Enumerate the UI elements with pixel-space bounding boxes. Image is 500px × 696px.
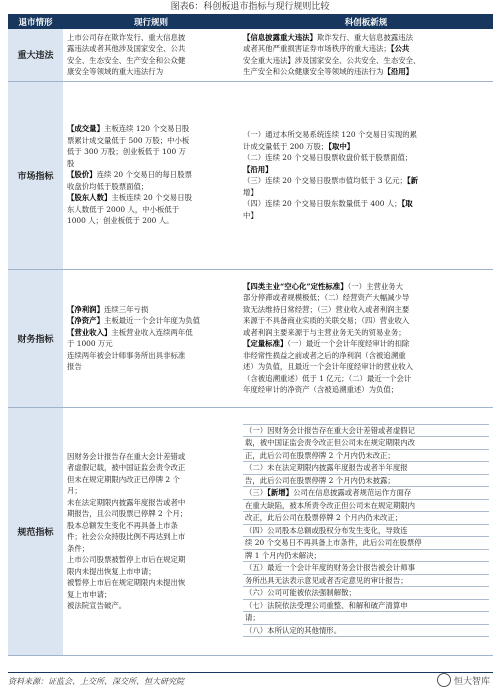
current-rule-line: 票累计成交量低于 500 万股；中小板 <box>67 135 190 145</box>
new-rule-line: 年度经审计的净资产（含被追溯重述）为负值； <box>243 385 399 394</box>
wechat-icon <box>437 673 451 687</box>
new-rule-cell <box>239 81 493 269</box>
new-rule-line: 请； <box>243 611 489 625</box>
row-category: 重大违法 <box>8 29 63 81</box>
current-rule-line: 连续两年被会计师事务所出具非标准 <box>67 350 186 360</box>
new-rule-line: 改正，此后公司在股票停牌 2 个月内仍未改正； <box>243 511 489 525</box>
current-rule-cell <box>63 269 239 407</box>
comparison-table <box>8 15 493 656</box>
table-row <box>8 269 493 407</box>
row-category: 财务指标 <box>8 269 63 407</box>
new-rule-line: （含被追溯重述）低于 1 亿元；（二）最近一个会计 <box>243 373 412 383</box>
current-rule-line: 上市公司存在欺诈发行、重大信息披 <box>67 32 186 42</box>
new-rule-line: （一）通过本所交易系统连续 120 个交易日实现的累 <box>243 130 418 139</box>
current-rule-line: 被暂停上市后在规定期限内未提出恢 <box>67 578 186 587</box>
new-rule-line: 增】 <box>243 187 258 197</box>
new-rule-line: 安全重大违法】涉及国家安全、公共安全、生态安全、 <box>243 55 421 65</box>
current-rule-line: 收盘价均低于股票面值； <box>67 181 149 191</box>
current-rule-line: 露违法或者其他涉及国家安全、公共 <box>67 44 186 54</box>
new-rule-line: 中】 <box>243 210 258 220</box>
current-rule-line: 低于 300 万股；创业板低于 100 万 <box>67 147 186 157</box>
current-rule-line: 股 <box>67 158 75 168</box>
new-rule-line: 述）为负值，且最近一个会计年度经审计的营业收入 <box>243 362 413 371</box>
header-current-rules: 现行规则 <box>63 15 239 29</box>
new-rule-line: 续 20 个交易日不再具备上市条件，此后公司在股票停 <box>243 536 489 550</box>
current-rule-line: 康安全等领域的重大违法行为 <box>67 67 164 77</box>
current-rule-line: 复上市申请； <box>67 589 112 599</box>
new-rule-line: 或者利润主要来源于与主营业务无关的贸易业务； <box>243 327 406 337</box>
new-rule-line: 载，被中国证监会责令改正但公司未在规定期限内改 <box>243 436 489 450</box>
new-rule-line: （一）因财务会计报告存在重大会计差错或者虚假记 <box>243 424 489 438</box>
current-rule-line: 因财务会计报告存在重大会计差错或 <box>67 451 186 461</box>
current-rule-line: 者虚假记载，被中国证监会责令改正 <box>67 463 186 472</box>
new-rule-line: （四）公司股本总额或股权分布发生变化，导致连 <box>243 524 489 538</box>
current-rule-line: 安全、生态安全、生产安全和公众健 <box>67 55 186 65</box>
new-rule-line: （六）公司可能被依法强制解散； <box>243 586 489 600</box>
new-rule-cell <box>239 29 493 81</box>
row-category: 市场指标 <box>8 81 63 269</box>
new-rule-line: 告，此后公司在股票停牌 2 个月内仍未披露； <box>243 474 489 488</box>
current-rule-line: 于 1000 万元 <box>67 339 113 348</box>
current-rule-line: 股本总额发生变化不再具备上市条 <box>67 520 178 530</box>
new-rule-line: 来源于不具备商业实质的关联交易；（四）营业收入 <box>243 316 410 325</box>
row-category: 规范指标 <box>8 407 63 655</box>
current-rule-line: 条件； <box>67 543 90 553</box>
current-rule-line: 但未在规定期限内改正已停牌 2 个 <box>67 474 180 484</box>
current-rule-line: 【股价】连续 20 个交易日的每日股票 <box>67 170 192 180</box>
new-rule-line: （三）连续 20 个交易日股票市值均低于 3 亿元；【新 <box>243 176 419 185</box>
new-rule-line: （二）未在法定期限内披露年度报告或者半年度报 <box>243 461 489 475</box>
header-new-rules: 科创板新规 <box>239 15 493 29</box>
new-rule-line: 部分停滞或者规模极低；（二）经营资产大幅减少导 <box>243 293 410 302</box>
new-rule-line: 生产安全和公众健康安全等领域的违法行为【沿用】 <box>243 67 414 77</box>
current-rule-line: 上市公司股票被暂停上市后在规定期 <box>67 555 186 564</box>
current-rule-line: 【营业收入】主板营业收入连续两年低 <box>67 327 193 337</box>
bottom-divider <box>8 672 493 673</box>
new-rule-cell <box>239 407 493 655</box>
current-rule-line: 月； <box>67 486 82 495</box>
new-rule-line: 务所出具无法表示意见或者否定意见的审计报告； <box>243 574 489 588</box>
watermark-logo <box>437 673 490 687</box>
new-rule-line: 牌 1 个月内仍未解决； <box>243 549 489 563</box>
new-rule-line: 【四类主业“空心化”定性标准】（一）主营业务大 <box>243 281 404 291</box>
new-rule-line: （四）连续 20 个交易日股东数量低于 400 人；【取 <box>243 199 413 208</box>
new-rule-line: 计成交量低于 200 万股；【取中】 <box>243 141 355 151</box>
current-rule-line: 东人数低于 2000 人，中小板低于 <box>67 204 180 214</box>
new-rule-line: 【沿用】 <box>243 164 273 174</box>
current-rule-line: 被法院宣告破产。 <box>67 601 127 610</box>
header-category: 退市情形 <box>8 15 63 29</box>
current-rule-cell <box>63 81 239 269</box>
current-rule-line: 未在法定期限内披露年度报告或者中 <box>67 497 186 507</box>
new-rule-line: 非经常性损益之前或者之后的净利润（含被追溯重 <box>243 350 406 360</box>
new-rule-line: （八）本所认定的其他情形。 <box>243 624 489 638</box>
current-rule-line: 限内未提出恢复上市申请； <box>67 566 156 576</box>
current-rule-line: 【净利润】连续三年亏损 <box>67 304 149 314</box>
new-rule-line: （二）连续 20 个交易日股票收盘价低于股票面值； <box>243 153 413 162</box>
new-rule-line: 在重大缺陷，被本所责令改正但公司未在规定期限内 <box>243 499 489 513</box>
current-rule-line: 【成交量】主板连续 120 个交易日股 <box>67 124 190 134</box>
new-rule-line: 【定量标准】（一）最近一个会计年度经审计的扣除 <box>243 339 410 348</box>
table-row <box>8 407 493 655</box>
new-rule-line: （七）法院依法受理公司重整、和解和破产清算申 <box>243 599 489 613</box>
current-rule-line: 1000 人；创业板低于 200 人。 <box>67 216 174 226</box>
current-rule-cell <box>63 407 239 655</box>
new-rule-line: 正，此后公司在股票停牌 2 个月内仍未改正； <box>243 449 489 463</box>
current-rule-line: 件；社会公众持股比例不再达到上市 <box>67 532 186 541</box>
new-rule-line: （三）【新增】公司在信息披露或者规范运作方面存 <box>243 486 489 500</box>
new-rule-line: 【信息披露重大违法】欺诈发行、重大信息披露违法 <box>243 32 414 42</box>
current-rule-cell <box>63 29 239 81</box>
current-rule-line: 【净资产】主板最近一个会计年度为负值 <box>67 316 201 325</box>
figure-title: 图表6：科创板退市指标与现行规则比较 <box>170 2 330 12</box>
current-rule-line: 期报告，且公司股票已停牌 2 个月； <box>67 509 188 518</box>
new-rule-line: 致无法维持日常经营；（三）营业收入或者利润主要 <box>243 304 410 314</box>
table-header-row <box>8 15 493 29</box>
watermark-text: 恒大智库 <box>453 676 490 687</box>
source-note: 资料来源：证监会、上交所、深交所、恒大研究院 <box>8 677 184 686</box>
table-row <box>8 29 493 81</box>
table-row <box>8 81 493 269</box>
new-rule-line: （五）最近一个会计年度的财务会计报告被会计师事 <box>243 561 489 575</box>
new-rule-line: 或者其他严重损害证券市场秩序的重大违法；【公共 <box>243 44 410 54</box>
current-rule-line: 报告 <box>67 362 82 371</box>
current-rule-line: 【股东人数】主板连续 20 个交易日股 <box>67 193 192 203</box>
new-rule-cell <box>239 269 493 407</box>
